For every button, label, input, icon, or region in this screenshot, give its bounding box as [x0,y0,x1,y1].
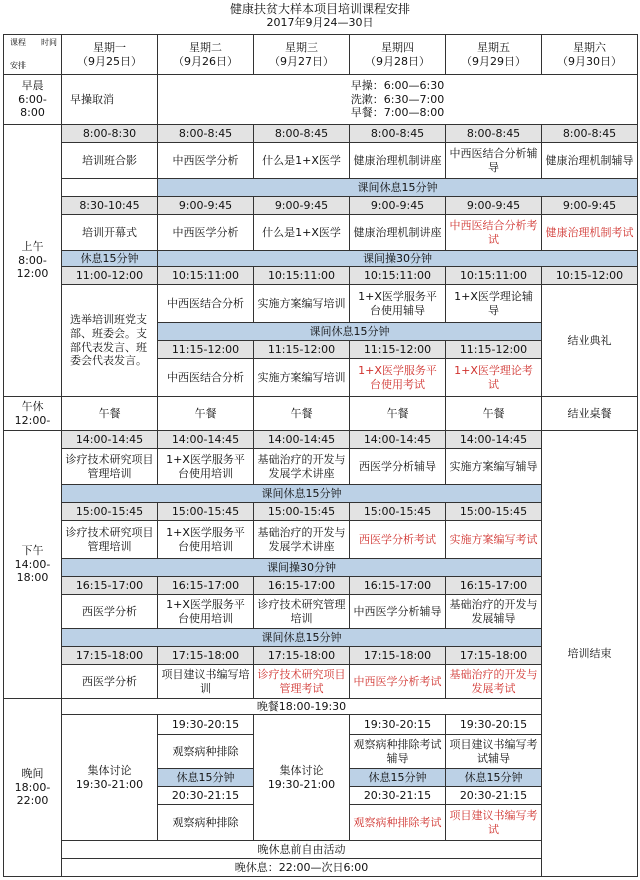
time-slot [253,196,350,215]
time-slot [445,502,542,521]
break-bar-text: 课间休息15分钟 [261,486,342,500]
time-slot-text: 9:00-9:45 [466,198,521,212]
lunch-cell [349,396,446,431]
day-name: 星期三 [285,40,318,54]
time-slot-text: 8:00-8:45 [562,126,617,140]
course-cell-text: 西医学分析 [82,604,137,618]
period-evening-text: 晚间 18:00- 22:00 [14,766,51,808]
course-cell-text: 中西医学分析 [172,225,239,239]
course-cell-text: 实施方案编写考试 [449,532,538,546]
course-cell-text: 西医学分析 [82,674,137,688]
time-slot-text: 20:30-21:15 [171,788,240,802]
break-bar [349,768,446,787]
time-slot [349,646,446,665]
course-cell [349,448,446,485]
course-cell [349,804,446,841]
course-cell [445,358,542,397]
time-slot [61,196,158,215]
exercise-bar-text: 课间操30分钟 [267,560,336,574]
time-slot [445,646,542,665]
day-header [541,34,638,75]
break-bar-monday-text: 休息15分钟 [80,251,139,265]
lunch-cell-text: 午餐 [98,406,121,420]
day-date: （9月28日） [365,54,430,68]
group-discussion-monday-text: 集体讨论 19:30-21:00 [75,763,144,791]
time-slot-text: 20:30-21:15 [459,788,528,802]
time-slot [349,576,446,595]
period-morning-text: 早晨 6:00-8:00 [18,78,47,120]
course-cell [61,664,158,699]
course-cell [253,284,350,323]
time-slot [349,502,446,521]
course-cell-text: 健康治理机制辅导 [545,153,634,167]
closing-ceremony [541,284,638,397]
break-bar-monday [61,250,158,267]
lunch-cell-text: 午餐 [482,406,505,420]
course-cell-text: 观察病种排除 [172,815,239,829]
time-slot [349,786,446,805]
period-noon [3,396,62,431]
time-slot-text: 8:00-8:45 [274,126,329,140]
time-slot-text: 14:00-14:45 [363,432,432,446]
time-slot [349,714,446,735]
time-slot-text: 11:15-12:00 [267,342,336,356]
monday-meeting [61,284,158,397]
break-bar-text: 休息15分钟 [464,770,523,784]
date-range: 2017年9月24—30日 [266,16,374,29]
time-slot [445,124,542,143]
time-slot-text: 17:15-18:00 [171,648,240,662]
time-slot [157,502,254,521]
morning-routine-text: 早操：6:00—6:30 洗漱：6:30—7:00 早餐：7:00—8:00 [350,78,445,120]
course-cell [253,358,350,397]
blank-cell [61,178,158,197]
course-cell-text: 中西医学分析辅导 [353,604,442,618]
break-bar [61,484,542,503]
course-cell-text: 中西医结合分析考试 [449,218,538,246]
day-header [253,34,350,75]
course-cell [157,142,254,179]
time-slot-text: 15:00-15:45 [267,504,336,518]
course-cell [157,664,254,699]
course-cell [61,448,158,485]
course-cell-text: 观察病种排除考试 [353,815,442,829]
course-cell-text: 培训班合影 [82,153,137,167]
time-slot [349,430,446,449]
course-cell [253,664,350,699]
monday-meeting-text: 选举培训班党支部、班委会。支部代表发言、班委会代表发言。 [70,313,147,368]
course-cell-text: 1+X医学服务平台使用培训 [166,525,245,553]
course-cell [349,142,446,179]
time-slot [157,124,254,143]
time-slot [349,340,446,359]
time-slot-text: 16:15-17:00 [171,578,240,592]
time-slot-text: 9:00-9:45 [370,198,425,212]
course-cell [157,448,254,485]
course-cell [253,142,350,179]
course-cell-text: 健康治理机制讲座 [353,225,442,239]
time-slot [349,196,446,215]
course-cell-text: 1+X医学理论考试 [454,363,533,391]
time-slot [349,266,446,285]
time-slot [157,196,254,215]
course-cell-text: 实施方案编写辅导 [449,459,538,473]
training-end [541,430,638,877]
time-slot-text: 14:00-14:45 [267,432,336,446]
lunch-cell [253,396,350,431]
time-slot [445,430,542,449]
time-slot [157,340,254,359]
course-cell-text: 中西医学分析考试 [353,674,442,688]
break-bar-text: 休息15分钟 [176,770,235,784]
course-cell-text: 健康治理机制讲座 [353,153,442,167]
course-cell-text: 诊疗技术研究项目管理考试 [257,667,346,695]
course-cell [157,284,254,323]
time-slot [445,340,542,359]
course-cell [349,520,446,559]
course-cell [349,214,446,251]
time-slot [157,576,254,595]
break-bar [61,628,542,647]
time-slot-text: 11:00-12:00 [75,268,144,282]
time-slot [445,196,542,215]
lunch-cell [445,396,542,431]
time-slot-text: 8:30-10:45 [79,198,140,212]
day-name: 星期六 [573,40,606,54]
course-cell [157,734,254,769]
time-slot-text: 10:15:11:00 [171,268,240,282]
course-cell-text: 实施方案编写培训 [257,370,346,384]
course-cell [157,594,254,629]
exercise-bar [61,558,542,577]
time-slot-text: 11:15-12:00 [459,342,528,356]
time-slot [157,714,254,735]
course-cell-text: 什么是1+X医学 [262,153,341,167]
time-slot-text: 16:15-17:00 [363,578,432,592]
time-slot-text: 19:30-20:15 [363,717,432,731]
time-slot-text: 15:00-15:45 [459,504,528,518]
time-slot [253,340,350,359]
time-slot [349,124,446,143]
time-slot [157,430,254,449]
course-cell [253,214,350,251]
day-date: （9月25日） [77,54,142,68]
time-slot-text: 17:15-18:00 [75,648,144,662]
time-slot-text: 17:15-18:00 [363,648,432,662]
period-pm [3,430,62,699]
break-bar [157,178,638,197]
course-cell [349,664,446,699]
course-cell [445,142,542,179]
night-rest-bar [61,858,542,877]
course-cell-text: 中西医结合分析辅导 [449,146,538,174]
course-cell [349,284,446,323]
day-header [157,34,254,75]
course-cell [445,734,542,769]
course-cell-text: 中西医学分析 [172,153,239,167]
day-name: 星期四 [381,40,414,54]
time-slot-text: 10:15-12:00 [555,268,624,282]
night-rest-bar-text: 晚休息：22:00—次日6:00 [234,860,369,874]
time-slot-text: 11:15-12:00 [363,342,432,356]
time-slot-text: 10:15:11:00 [267,268,336,282]
time-slot [61,502,158,521]
course-cell-text: 观察病种排除考试辅导 [353,737,442,765]
break-bar [157,768,254,787]
time-slot [253,576,350,595]
day-name: 星期二 [189,40,222,54]
course-cell-text: 基础治疗的开发与发展辅导 [449,597,538,625]
lunch-cell-text: 午餐 [386,406,409,420]
page-title: 健康扶贫大样本项目培训课程安排 [229,2,410,16]
course-cell [157,358,254,397]
course-cell-text: 1+X医学服务平台使用考试 [358,363,437,391]
day-date: （9月29日） [461,54,526,68]
training-end-text: 培训结束 [567,646,612,660]
time-slot-text: 20:30-21:15 [363,788,432,802]
course-cell-text: 西医学分析考试 [359,532,436,546]
group-discussion-wednesday-text: 集体讨论 19:30-21:00 [267,763,336,791]
time-slot [445,576,542,595]
course-cell [253,448,350,485]
break-bar [157,322,542,341]
course-cell [61,214,158,251]
course-cell [61,142,158,179]
time-slot-text: 15:00-15:45 [171,504,240,518]
course-cell-text: 1+X医学理论辅导 [454,289,533,317]
break-bar-text: 课间休息15分钟 [261,630,342,644]
day-header [61,34,158,75]
period-noon-text: 午休 12:00- [14,399,51,427]
morning-exercise-cancelled-text: 早操取消 [70,92,114,106]
course-cell-text: 实施方案编写培训 [257,296,346,310]
time-slot [157,266,254,285]
time-slot-text: 8:00-8:45 [370,126,425,140]
period-am [3,124,62,397]
free-time-bar-text: 晚休息前自由活动 [257,842,346,856]
exercise-bar [157,250,638,267]
day-name: 星期一 [93,40,126,54]
course-cell-text: 1+X医学服务平台使用培训 [166,597,245,625]
course-cell-text: 1+X医学服务平台使用辅导 [358,289,437,317]
course-cell-text: 诊疗技术研究项目管理培训 [65,525,154,553]
break-bar [445,768,542,787]
closing-ceremony-text: 结业典礼 [567,333,612,347]
time-slot-text: 11:15-12:00 [171,342,240,356]
time-slot [253,266,350,285]
time-slot [445,786,542,805]
time-slot-text: 16:15-17:00 [459,578,528,592]
time-slot-text: 17:15-18:00 [267,648,336,662]
course-cell [61,594,158,629]
time-slot [253,430,350,449]
time-slot-text: 8:00-8:45 [178,126,233,140]
corner-cell [3,34,62,75]
group-discussion-wednesday [253,714,350,841]
corner-label-arrange: 安排 [10,61,26,70]
time-slot [61,576,158,595]
time-slot [445,714,542,735]
course-cell [157,214,254,251]
time-slot-text: 8:00-8:45 [466,126,521,140]
day-name: 星期五 [477,40,510,54]
time-slot-text: 14:00-14:45 [75,432,144,446]
course-cell-text: 中西医结合分析 [167,296,244,310]
period-evening [3,698,62,877]
time-slot [541,266,638,285]
time-slot [61,430,158,449]
course-cell-text: 1+X医学服务平台使用培训 [166,452,245,480]
course-cell [349,594,446,629]
course-cell-text: 项目建议书编写考试辅导 [449,737,538,765]
time-slot [253,502,350,521]
free-time-bar [61,840,542,859]
time-slot-text: 17:15-18:00 [459,648,528,662]
day-header [349,34,446,75]
break-bar-text: 课间休息15分钟 [357,180,438,194]
time-slot-text: 19:30-20:15 [459,717,528,731]
course-cell-text: 健康治理机制考试 [545,225,634,239]
course-cell [445,214,542,251]
dinner-bar [61,698,542,715]
corner-label-time: 时间 [41,38,57,47]
time-slot-text: 16:15-17:00 [267,578,336,592]
course-cell-text: 中西医结合分析 [167,370,244,384]
period-morning [3,74,62,125]
break-bar-text: 课间休息15分钟 [309,324,390,338]
exercise-bar-text: 课间操30分钟 [363,251,432,265]
course-cell-text: 诊疗技术研究项目管理培训 [65,452,154,480]
time-slot-text: 16:15-17:00 [75,578,144,592]
time-slot-text: 14:00-14:45 [171,432,240,446]
course-cell [253,520,350,559]
time-slot [253,124,350,143]
course-cell-text: 观察病种排除 [172,744,239,758]
morning-routine [157,74,638,125]
course-cell-text: 项目建议书编写培训 [161,667,250,695]
course-cell [61,520,158,559]
course-cell-text: 西医学分析辅导 [359,459,436,473]
course-cell [445,594,542,629]
time-slot-text: 8:00-8:30 [82,126,137,140]
course-cell [349,734,446,769]
time-slot [541,124,638,143]
time-slot [61,124,158,143]
farewell-lunch-text: 结业桌餐 [567,406,612,420]
time-slot-text: 9:00-9:45 [178,198,233,212]
lunch-cell-text: 午餐 [194,406,217,420]
time-slot [445,266,542,285]
period-am-text: 上午 8:00-12:00 [16,239,49,281]
time-slot [253,646,350,665]
course-cell [253,594,350,629]
lunch-cell [157,396,254,431]
course-cell [157,520,254,559]
farewell-lunch [541,396,638,431]
course-cell [445,448,542,485]
course-cell-text: 什么是1+X医学 [262,225,341,239]
course-cell-text: 诊疗技术研究管理培训 [257,597,346,625]
morning-exercise-cancelled [61,74,158,125]
corner-label-course: 课程 [10,38,26,47]
course-cell-text: 基础治疗的开发与发展学术讲座 [257,452,346,480]
time-slot-text: 19:30-20:15 [171,717,240,731]
dinner-bar-text: 晚餐18:00-19:30 [256,699,347,713]
time-slot [157,646,254,665]
course-cell [445,284,542,323]
lunch-cell-text: 午餐 [290,406,313,420]
course-cell [157,804,254,841]
course-cell [445,804,542,841]
course-cell [541,214,638,251]
course-cell [541,142,638,179]
day-header [445,34,542,75]
time-slot-text: 9:00-9:45 [274,198,329,212]
course-cell-text: 项目建议书编写考试 [449,808,538,836]
day-date: （9月26日） [173,54,238,68]
time-slot [61,646,158,665]
time-slot-text: 9:00-9:45 [562,198,617,212]
time-slot-text: 15:00-15:45 [363,504,432,518]
day-date: （9月30日） [557,54,622,68]
time-slot [541,196,638,215]
time-slot [61,266,158,285]
time-slot-text: 10:15:11:00 [363,268,432,282]
course-cell [445,664,542,699]
period-pm-text: 下午 14:00- 18:00 [14,543,51,585]
time-slot-text: 14:00-14:45 [459,432,528,446]
course-cell-text: 基础治疗的开发与发展考试 [449,667,538,695]
break-bar-text: 休息15分钟 [368,770,427,784]
course-cell-text: 培训开幕式 [82,225,137,239]
lunch-cell [61,396,158,431]
course-cell [349,358,446,397]
course-cell [445,520,542,559]
time-slot-text: 15:00-15:45 [75,504,144,518]
day-date: （9月27日） [269,54,334,68]
time-slot-text: 10:15:11:00 [459,268,528,282]
course-cell-text: 基础治疗的开发与发展学术讲座 [257,525,346,553]
time-slot [157,786,254,805]
group-discussion-monday [61,714,158,841]
